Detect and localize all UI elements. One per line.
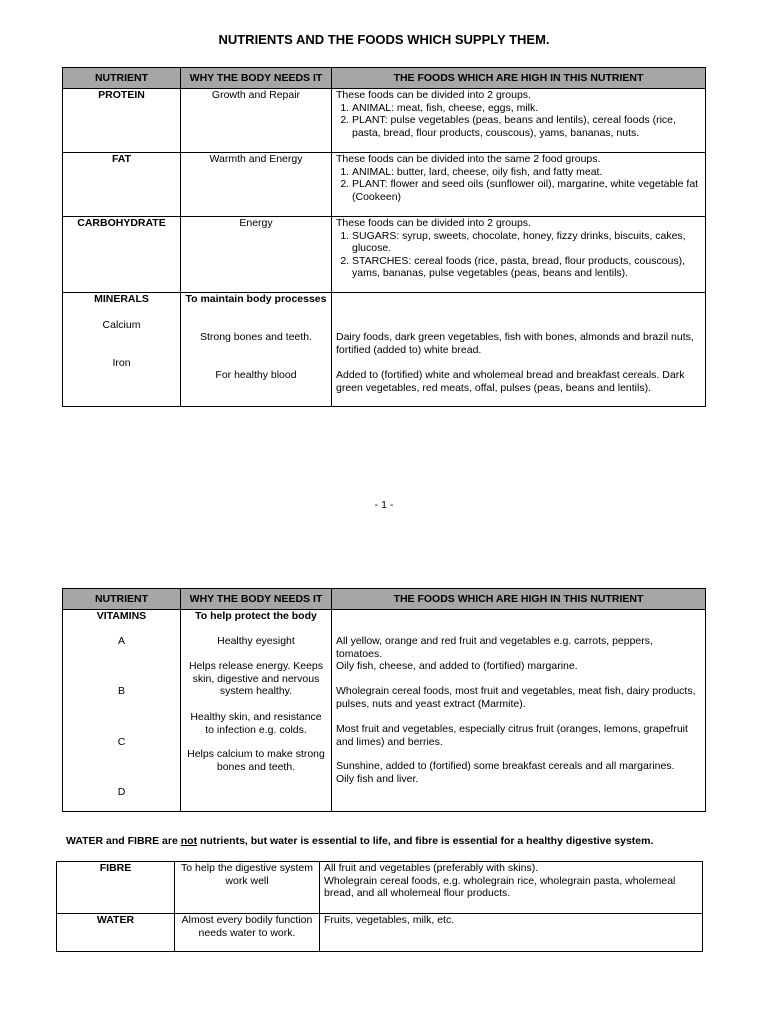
- note-text-before: WATER and FIBRE are: [66, 835, 181, 847]
- header-why: WHY THE BODY NEEDS IT: [181, 68, 332, 89]
- nutrient-why: To help protect the body: [195, 610, 317, 622]
- fibre-foods-2: Wholegrain cereal foods, e.g. wholegrain rice, wholegrain pasta, wholemeal bread, and all wholemeal flour products.: [324, 874, 676, 900]
- nutrient-foods-cell: [332, 293, 706, 407]
- vitamin-d-foods: Sunshine, added to (fortified) some breakfast cereals and all margarines.: [336, 760, 675, 773]
- sub-nutrient-calcium: Calcium: [102, 318, 141, 331]
- table-row-fibre: [57, 862, 703, 914]
- vitamin-a-why: Healthy eyesight: [217, 635, 295, 647]
- table-row-vitamins: [63, 610, 706, 812]
- nutrients-table-1: [62, 67, 706, 407]
- list-item: 2. STARCHES: cereal foods (rice, pasta, bread, flour products, couscous), yams, bananas, pulse vegetables (peas, beans and lentils).: [352, 255, 701, 280]
- nutrient-why: To help the digestive system work well: [175, 862, 320, 914]
- nutrient-name: FAT: [63, 153, 181, 217]
- sub-nutrient-iron: Iron: [112, 357, 131, 370]
- header-nutrient: NUTRIENT: [63, 68, 181, 89]
- table-header-row: [63, 589, 706, 610]
- table-row-minerals: [63, 293, 706, 407]
- nutrient-foods: [320, 862, 703, 914]
- table-row-protein: [63, 89, 706, 153]
- vitamin-b-why: Helps release energy. Keeps skin, digestive and nervous system healthy.: [188, 660, 324, 698]
- foods-intro: These foods can be divided into 2 groups.: [336, 89, 531, 101]
- header-why: WHY THE BODY NEEDS IT: [181, 589, 332, 610]
- nutrient-why: Energy: [181, 217, 332, 293]
- nutrient-why: Warmth and Energy: [181, 153, 332, 217]
- fibre-foods: All fruit and vegetables (preferably with skins).: [324, 862, 539, 874]
- vitamin-a-foods: All yellow, orange and red fruit and vegetables e.g. carrots, peppers, tomatoes.: [336, 635, 653, 660]
- nutrient-name: CARBOHYDRATE: [63, 217, 181, 293]
- foods-list: [336, 230, 701, 280]
- calcium-why: Strong bones and teeth.: [199, 331, 313, 343]
- nutrient-why: Growth and Repair: [181, 89, 332, 153]
- vitamin-c-name: C: [117, 736, 126, 748]
- calcium-foods: Dairy foods, dark green vegetables, fish with bones, almonds and brazil nuts, fortified (added to) white bread.: [336, 331, 694, 356]
- nutrient-foods: [332, 89, 706, 153]
- water-fibre-note: [66, 835, 653, 848]
- vitamin-d-name: D: [117, 786, 126, 798]
- table-header-row: [63, 68, 706, 89]
- nutrient-foods: [332, 153, 706, 217]
- vitamin-b-name: B: [117, 685, 125, 697]
- nutrient-name: FIBRE: [57, 862, 175, 914]
- nutrient-foods: [332, 217, 706, 293]
- vitamin-d-foods-2: Oily fish and liver.: [336, 772, 419, 785]
- vitamin-a-foods-2: Oily fish, cheese, and added to (fortified) margarine.: [336, 660, 578, 673]
- header-nutrient: NUTRIENT: [63, 589, 181, 610]
- page-number: - 1 -: [374, 499, 394, 511]
- page-title: NUTRIENTS AND THE FOODS WHICH SUPPLY THEM.: [218, 32, 550, 47]
- iron-why: For healthy blood: [215, 369, 297, 381]
- table-row-water: [57, 914, 703, 952]
- vitamin-c-foods: Most fruit and vegetables, especially citrus fruit (oranges, lemons, grapefruit and limes) and berries.: [336, 723, 688, 748]
- note-text-underlined: not: [180, 835, 198, 847]
- nutrient-cell: [63, 293, 181, 407]
- table-row-carbohydrate: [63, 217, 706, 293]
- list-item: 1. ANIMAL: butter, lard, cheese, oily fish, and fatty meat.: [352, 166, 701, 179]
- foods-intro: These foods can be divided into 2 groups.: [336, 217, 531, 229]
- nutrient-foods: Fruits, vegetables, milk, etc.: [320, 914, 703, 952]
- header-foods: THE FOODS WHICH ARE HIGH IN THIS NUTRIENT: [332, 68, 706, 89]
- nutrient-name: MINERALS: [94, 293, 149, 305]
- nutrient-name: WATER: [57, 914, 175, 952]
- vitamin-b-foods: Wholegrain cereal foods, most fruit and vegetables, meat fish, dairy products, pulses, nuts and yeast extract (Marmite).: [336, 685, 696, 710]
- nutrient-cell: [63, 610, 181, 812]
- nutrient-why: To maintain body processes: [185, 293, 327, 305]
- table-row-fat: [63, 153, 706, 217]
- nutrient-name: PROTEIN: [63, 89, 181, 153]
- fibre-water-table: [56, 861, 703, 952]
- header-foods: THE FOODS WHICH ARE HIGH IN THIS NUTRIENT: [332, 589, 706, 610]
- vitamin-a-name: A: [117, 635, 125, 647]
- list-item: 2. PLANT: flower and seed oils (sunflower oil), margarine, white vegetable fat (Cookeen): [352, 178, 701, 203]
- foods-list: [336, 166, 701, 204]
- nutrient-why: Almost every bodily function needs water to work.: [175, 914, 320, 952]
- list-item: 1. SUGARS: syrup, sweets, chocolate, honey, fizzy drinks, biscuits, cakes, glucose.: [352, 230, 701, 255]
- list-item: 1. ANIMAL: meat, fish, cheese, eggs, milk.: [352, 102, 701, 115]
- note-text-after: nutrients, but water is essential to life, and fibre is essential for a healthy digestive system.: [197, 835, 654, 847]
- foods-list: [336, 102, 701, 140]
- foods-intro: These foods can be divided into the same 2 food groups.: [336, 153, 601, 165]
- nutrient-why-cell: [181, 293, 332, 407]
- vitamins-table: [62, 588, 706, 812]
- nutrient-foods-cell: [332, 610, 706, 812]
- list-item: 2. PLANT: pulse vegetables (peas, beans and lentils), cereal foods (rice, pasta, bread, flour products, couscous), yams, bananas, nuts.: [352, 114, 701, 139]
- nutrient-why-cell: [181, 610, 332, 812]
- vitamin-c-why: Healthy skin, and resistance to infection e.g. colds.: [190, 711, 322, 736]
- iron-foods: Added to (fortified) white and wholemeal bread and breakfast cereals. Dark green vegetables, red meats, offal, pulses (peas, beans and lentils).: [336, 369, 685, 394]
- vitamin-d-why: Helps calcium to make strong bones and teeth.: [187, 748, 325, 773]
- nutrient-name: VITAMINS: [96, 610, 147, 622]
